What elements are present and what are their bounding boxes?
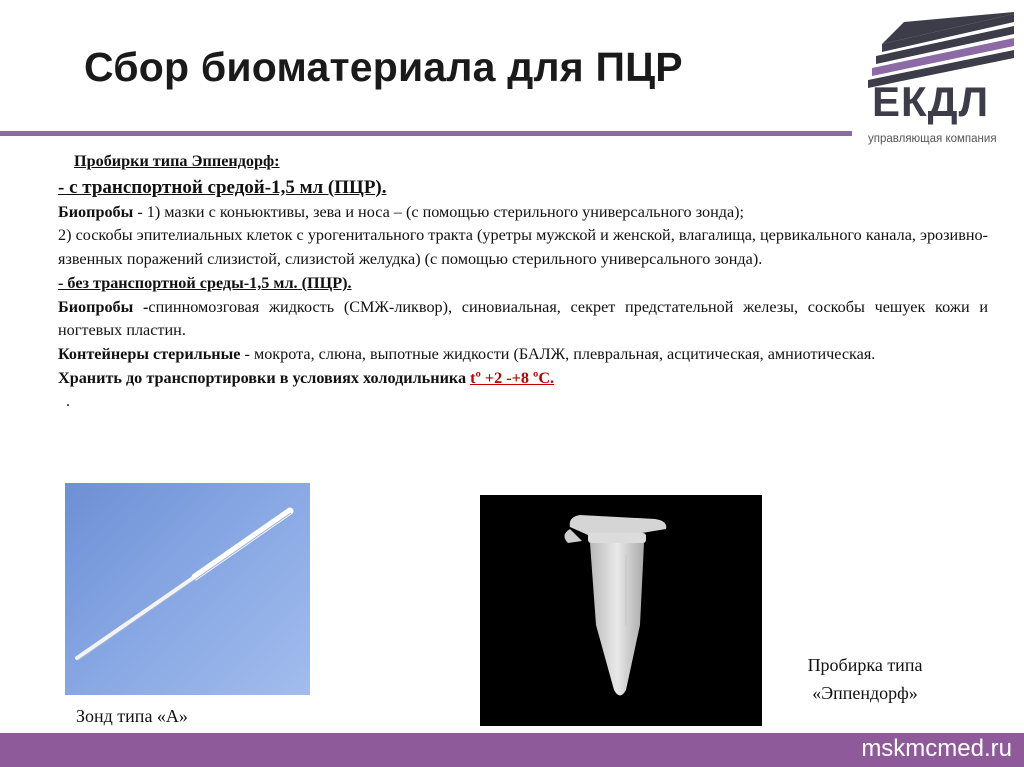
content-body [58,150,988,414]
tube-photo [480,495,762,726]
paragraph-biosamples-2: 2) соскобы эпителиальных клеток с урогенитального тракта (уретры мужской и женской, влагалища, цервикального канала, эрозивно-язвенных поражений слизистой, слизистой желудка) (с помощью стерильного универсального зонда). [58,226,988,269]
heading-without-medium: - без транспортной среды-1,5 мл. (ПЦР). [58,273,352,292]
label-biosamples-3: Биопробы - [58,297,149,316]
probe-swab-icon [65,483,310,695]
tube-caption-line1: Пробирка типа [807,655,923,675]
heading-with-medium: - с транспортной средой-1,5 мл (ПЦР). [58,176,387,198]
title-divider [0,131,852,136]
text-storage: Хранить до транспортировки в условиях холодильника [58,368,471,387]
eppendorf-tube-icon [480,495,762,726]
paragraph-biosamples-3 [58,296,988,343]
footer-bar [0,733,1024,767]
logo-name: ЕКДЛ [872,78,990,125]
text-biosamples-3: спинномозговая жидкость (СМЖ-ликвор), синовиальная, секрет предстательной железы, соскобы чешуек кожи и ногтевых пластин. [58,297,988,340]
paragraph-biosamples-1 [58,201,988,225]
probe-photo [65,483,310,695]
footer-site[interactable]: mskmcmed.ru [861,735,1012,762]
label-containers: Контейнеры стерильные [58,344,241,363]
logo-tagline: управляющая компания [868,133,997,145]
paragraph-storage [58,367,988,391]
label-biosamples-1: Биопробы [58,202,134,221]
tube-caption [770,651,960,707]
text-containers: - мокрота, слюна, выпотные жидкости (БАЛЖ, плевральная, асцитическая, амниотическая. [240,344,876,363]
storage-temperature: tº +2 -+8 ºC. [470,368,555,387]
heading-eppendorf: Пробирки типа Эппендорф: [74,152,280,170]
tube-caption-line2: «Эппендорф» [812,683,918,703]
text-biosamples-1: - 1) мазки с коньюктивы, зева и носа – (с помощью стерильного универсального зонда); [133,202,745,221]
paragraph-containers [58,343,988,367]
trailing-dot: . [66,392,71,411]
probe-caption: Зонд типа «А» [76,706,188,726]
slide-title: Сбор биоматериала для ПЦР [84,44,683,90]
